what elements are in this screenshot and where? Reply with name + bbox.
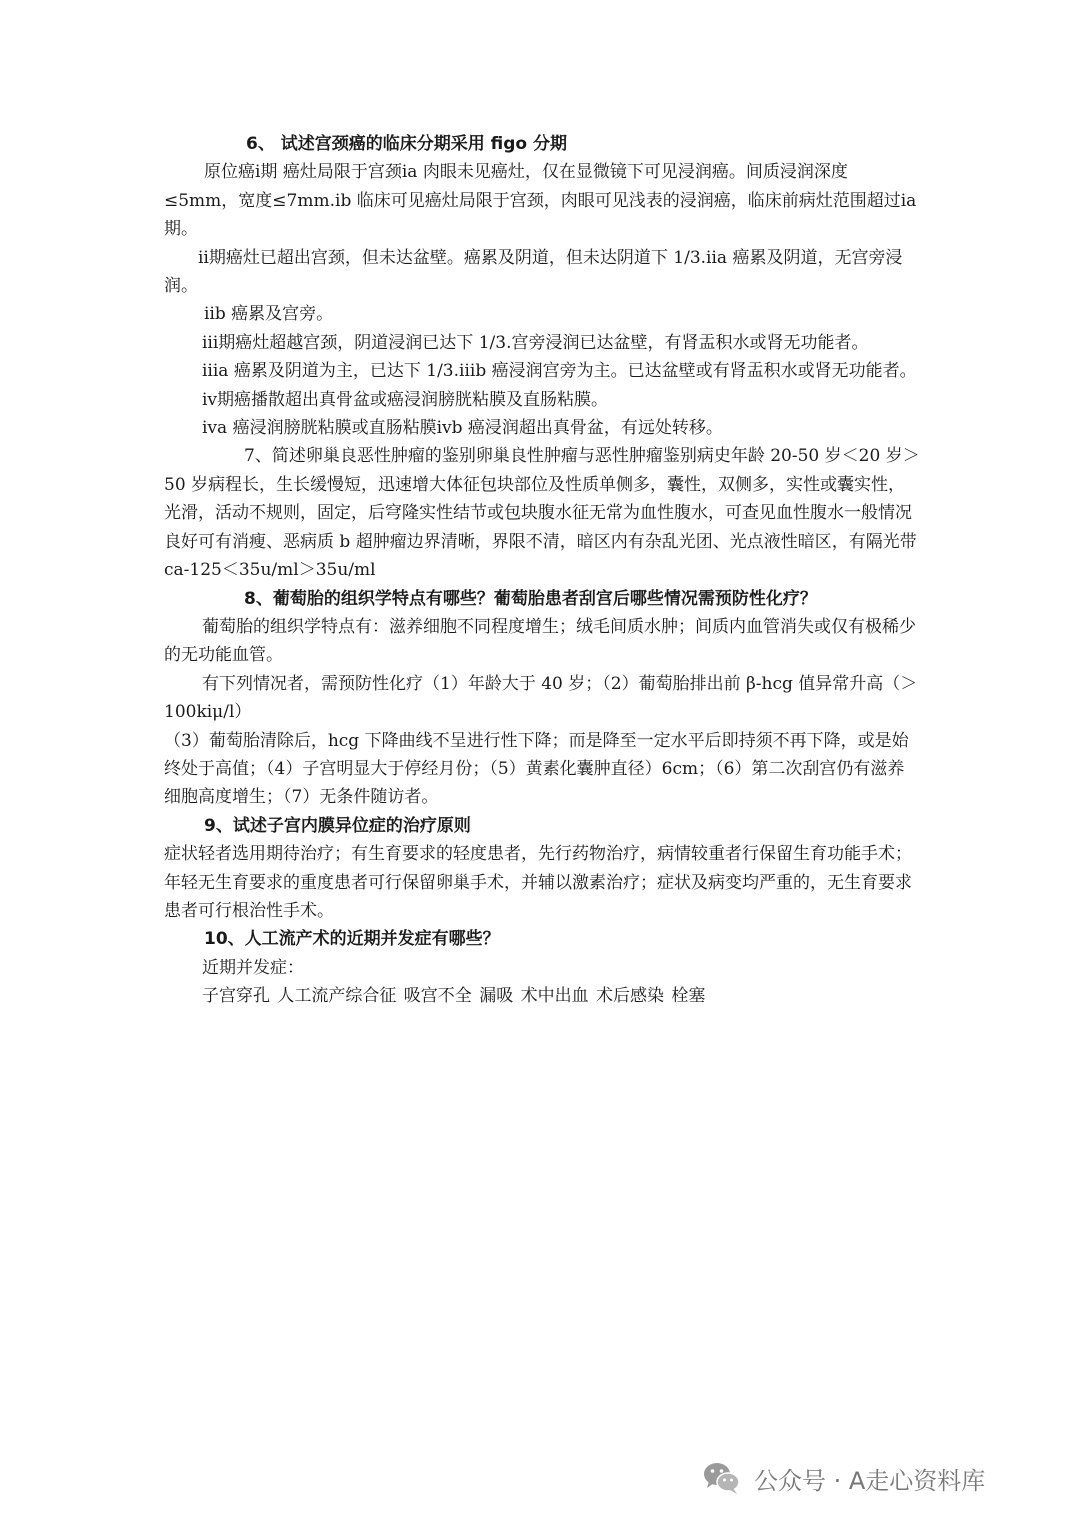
- wechat-icon: [702, 1460, 742, 1496]
- q7-paragraph: 7、简述卵巢良恶性肿瘤的鉴别卵巢良性肿瘤与恶性肿瘤鉴别病史年龄 20-50 岁＜20 岁＞50 岁病程长，生长缓慢短，迅速增大体征包块部位及性质单侧多，囊性，双侧多，实性或囊实性，光滑，活动不规则，固定，后穹隆实性结节或包块腹水征无常为血性腹水，可查见血性腹水一般情况良好可有消瘦、恶病质 b 超肿瘤边界清晰，界限不清，暗区内有杂乱光团、光点液性暗区，有隔光带 ca-125＜35u/ml＞35u/ml: [164, 446, 920, 581]
- q6-paragraph-2: ⅱ期癌灶已超出宫颈，但未达盆壁。癌累及阴道，但未达阴道下 1/3.ⅱa 癌累及阴道，无宫旁浸润。: [164, 247, 903, 297]
- q8-paragraph-1: 葡萄胎的组织学特点有：滋养细胞不同程度增生；绒毛间质水肿；间质内血管消失或仅有极稀少的无功能血管。: [164, 616, 916, 666]
- q8-paragraph-2: 有下列情况者，需预防性化疗（1）年龄大于 40 岁；（2）葡萄胎排出前 β-hcg 值异常升高（＞100kiμ/l）: [164, 673, 918, 723]
- watermark: [702, 1458, 985, 1498]
- q9-paragraph-1: 症状轻者选用期待治疗；有生育要求的轻度患者，先行药物治疗，病情较重者行保留生育功能手术；年轻无生育要求的重度患者可行保留卵巢手术，并辅以激素治疗；症状及病变均严重的，无生育要求患者可行根治性手术。: [164, 844, 912, 921]
- q10-paragraph-1: 近期并发症：: [202, 957, 304, 978]
- q6-title: 6、 试述宫颈癌的临床分期采用 figo 分期: [246, 134, 568, 154]
- q9-title: 9、试述子宫内膜异位症的治疗原则: [204, 815, 471, 836]
- q6-paragraph-5: ⅲa 癌累及阴道为主，已达下 1/3.ⅲb 癌浸润宫旁为主。已达盆壁或有肾盂积水或肾无功能者。: [202, 361, 917, 382]
- q6-paragraph-1: 原位癌ⅰ期 癌灶局限于宫颈ⅰa 肉眼未见癌灶，仅在显微镜下可见浸润癌。间质浸润深度≤5mm，宽度≤7mm.ⅰb 临床可见癌灶局限于宫颈，肉眼可见浅表的浸润癌，临床前病灶范围超过ⅰa 期。: [164, 162, 917, 240]
- q6-paragraph-6: ⅳ期癌播散超出真骨盆或癌浸润膀胱粘膜及直肠粘膜。: [202, 389, 609, 410]
- q10-title: 10、人工流产术的近期并发症有哪些？: [204, 929, 500, 950]
- q8-title: 8、葡萄胎的组织学特点有哪些？葡萄胎患者刮宫后哪些情况需预防性化疗？: [244, 588, 817, 609]
- q10-paragraph-2: 子宫穿孔 人工流产综合征 吸宫不全 漏吸 术中出血 术后感染 栓塞: [202, 986, 706, 1007]
- document-page: [164, 130, 920, 1011]
- q6-paragraph-4: ⅲ期癌灶超越宫颈，阴道浸润已达下 1/3.宫旁浸润已达盆壁，有肾盂积水或肾无功能者。: [202, 332, 869, 353]
- watermark-text: 公众号 · A走心资料库: [754, 1466, 986, 1495]
- q6-paragraph-3: ⅱb 癌累及宫旁。: [204, 304, 334, 325]
- q6-paragraph-7: ⅳa 癌浸润膀胱粘膜或直肠粘膜ⅳb 癌浸润超出真骨盆，有远处转移。: [202, 418, 723, 439]
- q8-paragraph-3: （3）葡萄胎清除后，hcg 下降曲线不呈进行性下降；而是降至一定水平后即持须不再下降，或是始终处于高值；（4）子宫明显大于停经月份；（5）黄素化囊肿直径）6cm；（6）第二次刮宫仍有滋养细胞高度增生；（7）无条件随访者。: [164, 730, 909, 808]
